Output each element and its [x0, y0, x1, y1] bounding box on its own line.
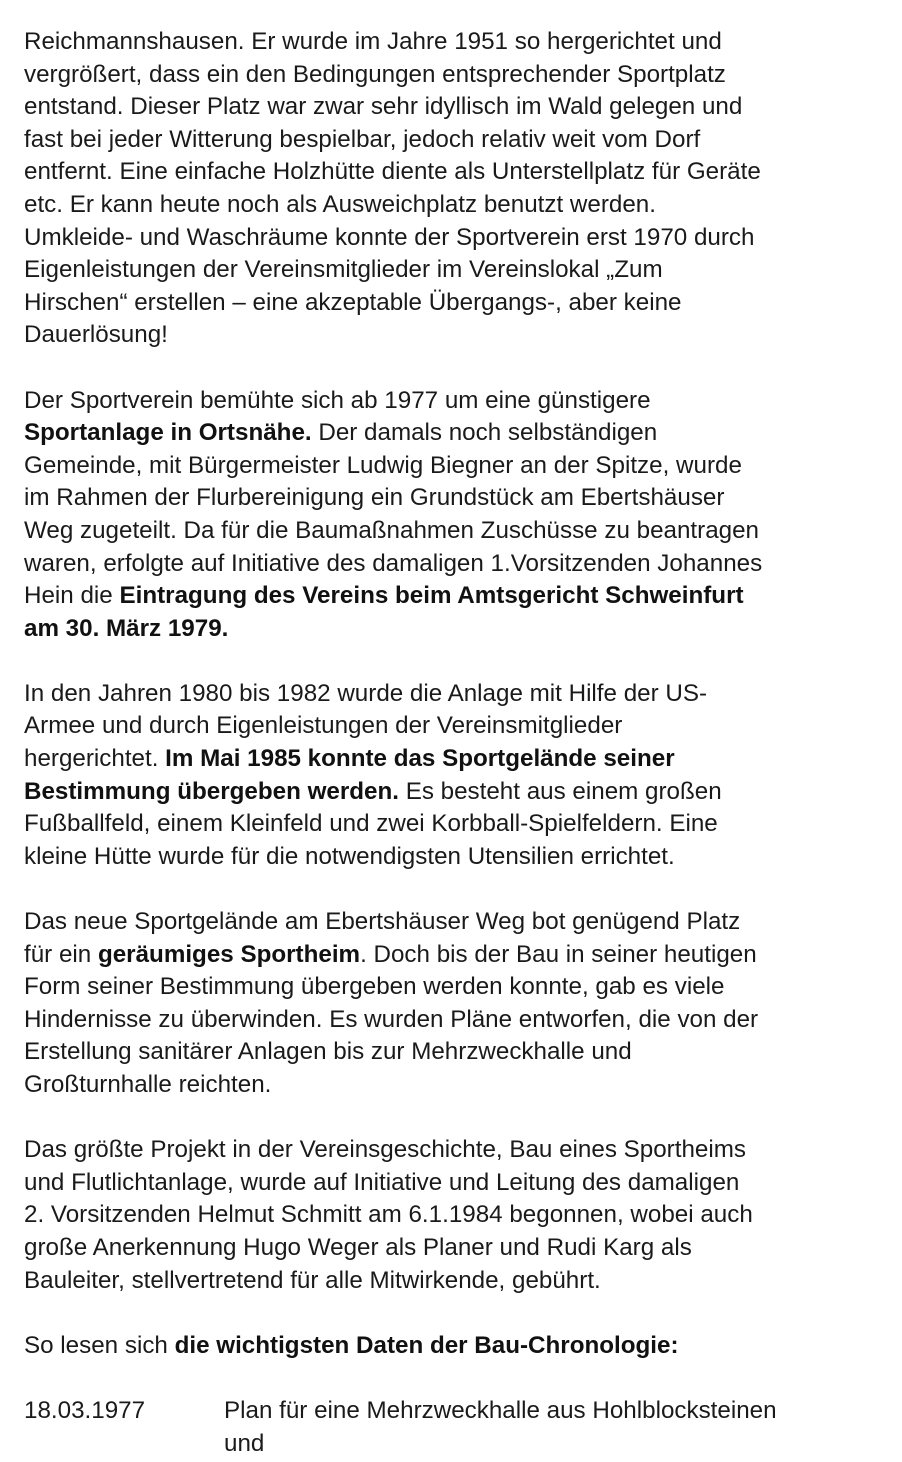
paragraph-sportplatz-history	[24, 26, 892, 352]
text-line: im Rahmen der Flurbereinigung ein Grundstück am Ebertshäuser	[24, 484, 725, 512]
text-line: Armee und durch Eigenleistungen der Vereinsmitglieder	[24, 712, 623, 740]
paragraph-chronologie-intro	[24, 1330, 892, 1363]
text-run: Hein die	[24, 582, 120, 610]
text-line: entstand. Dieser Platz war zwar sehr idyllisch im Wald gelegen und	[24, 93, 743, 121]
text-line: Eigenleistungen der Vereinsmitglieder im Vereinslokal „Zum	[24, 256, 663, 284]
text-run: für ein	[24, 940, 98, 968]
text-line: fast bei jeder Witterung bespielbar, jedoch relativ weit vom Dorf	[24, 125, 701, 153]
bold-phrase: am 30. März 1979.	[24, 614, 229, 642]
text-line: Reichmannshausen. Er wurde im Jahre 1951 so hergerichtet und	[24, 28, 722, 55]
paragraph-spacer	[24, 645, 892, 678]
text-line: Fußballfeld, einem Kleinfeld und zwei Korbball-Spielfeldern. Eine	[24, 810, 718, 838]
text-line: große Anerkennung Hugo Weger als Planer und Rudi Karg als	[24, 1233, 692, 1261]
text-line	[24, 939, 892, 972]
bold-phrase: geräumiges Sportheim	[97, 940, 361, 968]
text-line: Der Sportverein bemühte sich ab 1977 um eine günstigere	[24, 386, 651, 414]
text-line	[24, 743, 892, 776]
document-page	[24, 26, 892, 1460]
text-line: Bauleiter, stellvertretend für alle Mitwirkende, gebührt.	[24, 1266, 601, 1294]
text-run: So lesen sich	[24, 1331, 175, 1359]
text-line: Dauerlösung!	[24, 321, 168, 349]
text-line: etc. Er kann heute noch als Ausweichplatz benutzt werden.	[24, 190, 656, 218]
text-line: waren, erfolgte auf Initiative des damaligen 1.Vorsitzenden Johannes	[24, 549, 763, 577]
bold-phrase: Eintragung des Vereins beim Amtsgericht Schweinfurt	[119, 582, 744, 610]
text-line: Das neue Sportgelände am Ebertshäuser Weg bot genügend Platz	[24, 908, 741, 936]
text-line: Hindernisse zu überwinden. Es wurden Pläne entworfen, die von der	[24, 1005, 759, 1033]
text-line: Gemeinde, mit Bürgermeister Ludwig Biegner an der Spitze, wurde	[24, 451, 742, 479]
text-line: Umkleide- und Waschräume konnte der Sportverein erst 1970 durch	[24, 223, 755, 251]
bold-phrase: Im Mai 1985 konnte das Sportgelände seiner	[165, 745, 675, 773]
paragraph-spacer	[24, 1362, 892, 1395]
text-line	[24, 417, 892, 450]
bold-phrase: die wichtigsten Daten der Bau-Chronologie:	[174, 1331, 679, 1359]
text-line: Weg zugeteilt. Da für die Baumaßnahmen Zuschüsse zu beantragen	[24, 516, 760, 544]
text-run: . Doch bis der Bau in seiner heutigen	[360, 940, 757, 968]
text-line: Erstellung sanitärer Anlagen bis zur Mehrzweckhalle und	[24, 1038, 632, 1066]
paragraph-spacer	[24, 1102, 892, 1135]
paragraph-spacer	[24, 352, 892, 385]
text-run: Der damals noch selbständigen	[311, 419, 658, 447]
text-line	[24, 580, 892, 613]
chronology-date: 18.03.1977	[24, 1396, 146, 1424]
paragraph-grosstes-projekt	[24, 1134, 892, 1297]
paragraph-sportanlage	[24, 385, 892, 646]
text-line	[24, 776, 892, 809]
text-run: Es besteht aus einem großen	[398, 777, 722, 805]
text-line: und	[224, 1429, 265, 1457]
text-line: 2. Vorsitzenden Helmut Schmitt am 6.1.1984 begonnen, wobei auch	[24, 1201, 753, 1229]
text-line: und Flutlichtanlage, wurde auf Initiative und Leitung des damaligen	[24, 1168, 740, 1196]
bold-phrase: Bestimmung übergeben werden.	[24, 777, 399, 805]
text-line: entfernt. Eine einfache Holzhütte diente als Unterstellplatz für Geräte	[24, 158, 761, 186]
text-line: Hirschen“ erstellen – eine akzeptable Übergangs-, aber keine	[24, 288, 682, 316]
bold-phrase: Sportanlage in Ortsnähe.	[24, 419, 312, 447]
chronology-entry	[24, 1395, 892, 1460]
text-line	[24, 1330, 892, 1363]
text-line: Form seiner Bestimmung übergeben werden konnte, gab es viele	[24, 973, 725, 1001]
paragraph-spacer	[24, 1297, 892, 1330]
text-line: vergrößert, dass ein den Bedingungen entsprechender Sportplatz	[24, 60, 726, 88]
text-line: Großturnhalle reichten.	[24, 1071, 272, 1098]
text-line: In den Jahren 1980 bis 1982 wurde die Anlage mit Hilfe der US-	[24, 679, 708, 707]
text-line: Plan für eine Mehrzweckhalle aus Hohlblocksteinen	[224, 1396, 777, 1424]
text-line: Das größte Projekt in der Vereinsgeschichte, Bau eines Sportheims	[24, 1136, 746, 1164]
paragraph-sportheim	[24, 906, 892, 1102]
paragraph-anlage-bau	[24, 678, 892, 874]
text-run: hergerichtet.	[24, 745, 166, 773]
text-line: kleine Hütte wurde für die notwendigsten Utensilien errichtet.	[24, 842, 675, 870]
chronology-description	[224, 1395, 892, 1460]
paragraph-spacer	[24, 873, 892, 906]
text-line	[24, 613, 892, 646]
